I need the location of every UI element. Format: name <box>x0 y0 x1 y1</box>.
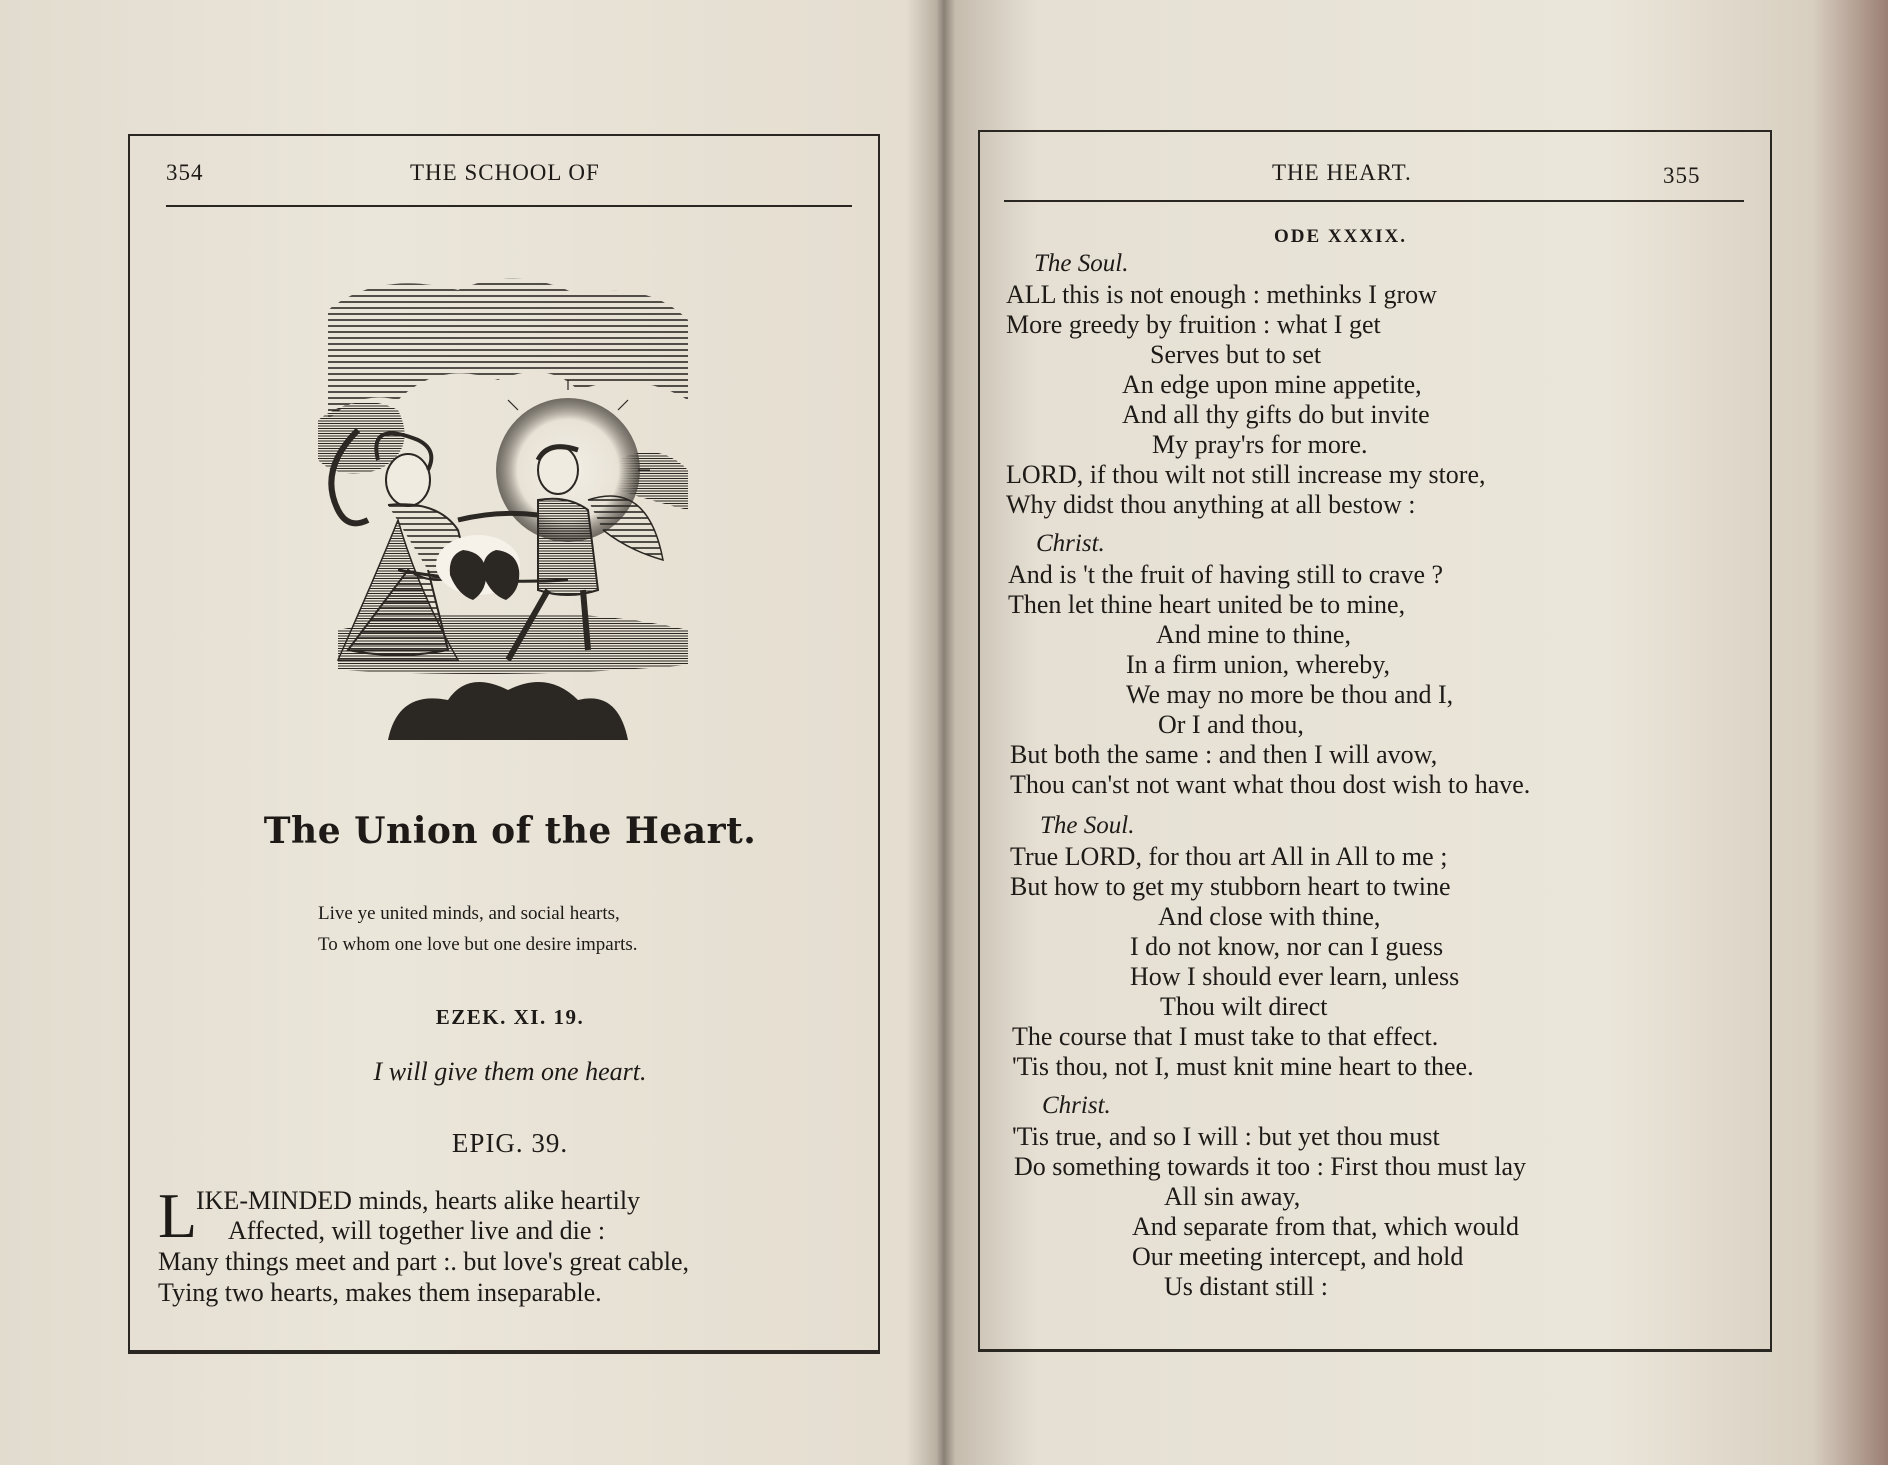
ode-line: 'Tis true, and so I will : but yet thou must <box>1012 1122 1440 1151</box>
ode-line: We may no more be thou and I, <box>1126 680 1454 709</box>
ode-line: My pray'rs for more. <box>1152 430 1368 459</box>
motto-line: To whom one love but one desire imparts. <box>318 934 638 955</box>
left-head-rule <box>166 205 852 207</box>
motto-line: Live ye united minds, and social hearts, <box>318 903 620 924</box>
epigram-line: IKE-MINDED minds, hearts alike heartily <box>196 1186 641 1215</box>
speaker-label: Christ. <box>1042 1092 1111 1119</box>
speaker-label: The Soul. <box>1040 812 1135 839</box>
scripture-text: I will give them one heart. <box>373 1057 647 1086</box>
right-head-rule <box>1004 200 1744 202</box>
ode-line: And mine to thine, <box>1156 620 1351 649</box>
left-running-head: THE SCHOOL OF <box>410 160 600 185</box>
ode-line: Do something towards it too : First thou must lay <box>1014 1152 1527 1181</box>
drop-cap: L <box>158 1180 198 1251</box>
epigram-line: Many things meet and part :. but love's great cable, <box>158 1247 690 1276</box>
ode-line: Our meeting intercept, and hold <box>1132 1242 1464 1271</box>
ode-line: But both the same : and then I will avow, <box>1010 740 1438 769</box>
right-bottom-rule <box>978 1349 1770 1351</box>
ode-line: Then let thine heart united be to mine, <box>1008 590 1406 619</box>
speaker-label: The Soul. <box>1034 250 1129 277</box>
left-page <box>0 0 930 1465</box>
ode-line: I do not know, nor can I guess <box>1130 932 1444 961</box>
ode-line: 'Tis thou, not I, must knit mine heart to thee. <box>1012 1052 1474 1081</box>
ode-line: Thou wilt direct <box>1160 992 1328 1021</box>
ode-line: ALL this is not enough : methinks I grow <box>1006 280 1437 309</box>
scripture-citation: EZEK. XI. 19. <box>435 1005 585 1029</box>
ode-line: Why didst thou anything at all bestow : <box>1006 490 1416 519</box>
ode-line: All sin away, <box>1164 1182 1301 1211</box>
ode-line: How I should ever learn, unless <box>1130 962 1460 991</box>
right-page-number: 355 <box>1663 163 1701 188</box>
left-page-number: 354 <box>166 160 204 185</box>
ode-title: ODE XXXIX. <box>1274 226 1407 247</box>
ode-line: In a firm union, whereby, <box>1126 650 1391 679</box>
ode-line: Serves but to set <box>1150 340 1322 369</box>
speaker-label: Christ. <box>1036 530 1105 557</box>
ode-line: LORD, if thou wilt not still increase my store, <box>1006 460 1486 489</box>
right-running-head: THE HEART. <box>1272 160 1412 185</box>
emblem-title: The Union of the Heart. <box>263 810 757 852</box>
ode-line: And separate from that, which would <box>1132 1212 1520 1241</box>
ode-line: Us distant still : <box>1164 1272 1328 1301</box>
ode-line: And is 't the fruit of having still to crave ? <box>1008 560 1444 589</box>
epigram-line: Affected, will together live and die : <box>228 1216 606 1245</box>
ode-line: And all thy gifts do but invite <box>1122 400 1430 429</box>
ode-line: The course that I must take to that effect. <box>1012 1022 1439 1051</box>
epigram-heading: EPIG. 39. <box>451 1128 569 1158</box>
ode-line: More greedy by fruition : what I get <box>1006 310 1381 339</box>
ode-line: An edge upon mine appetite, <box>1122 370 1422 399</box>
motto-verse <box>318 898 638 960</box>
ode-line: And close with thine, <box>1158 902 1381 931</box>
ode-line: But how to get my stubborn heart to twine <box>1010 872 1451 901</box>
left-bottom-rule <box>128 1350 878 1352</box>
epigram-line: Tying two hearts, makes them inseparable. <box>158 1278 602 1307</box>
ode-line: True LORD, for thou art All in All to me ; <box>1010 842 1448 871</box>
woodcut-illustration <box>318 270 698 760</box>
ode-line: Or I and thou, <box>1158 710 1304 739</box>
ode-line: Thou can'st not want what thou dost wish to have. <box>1010 770 1531 799</box>
